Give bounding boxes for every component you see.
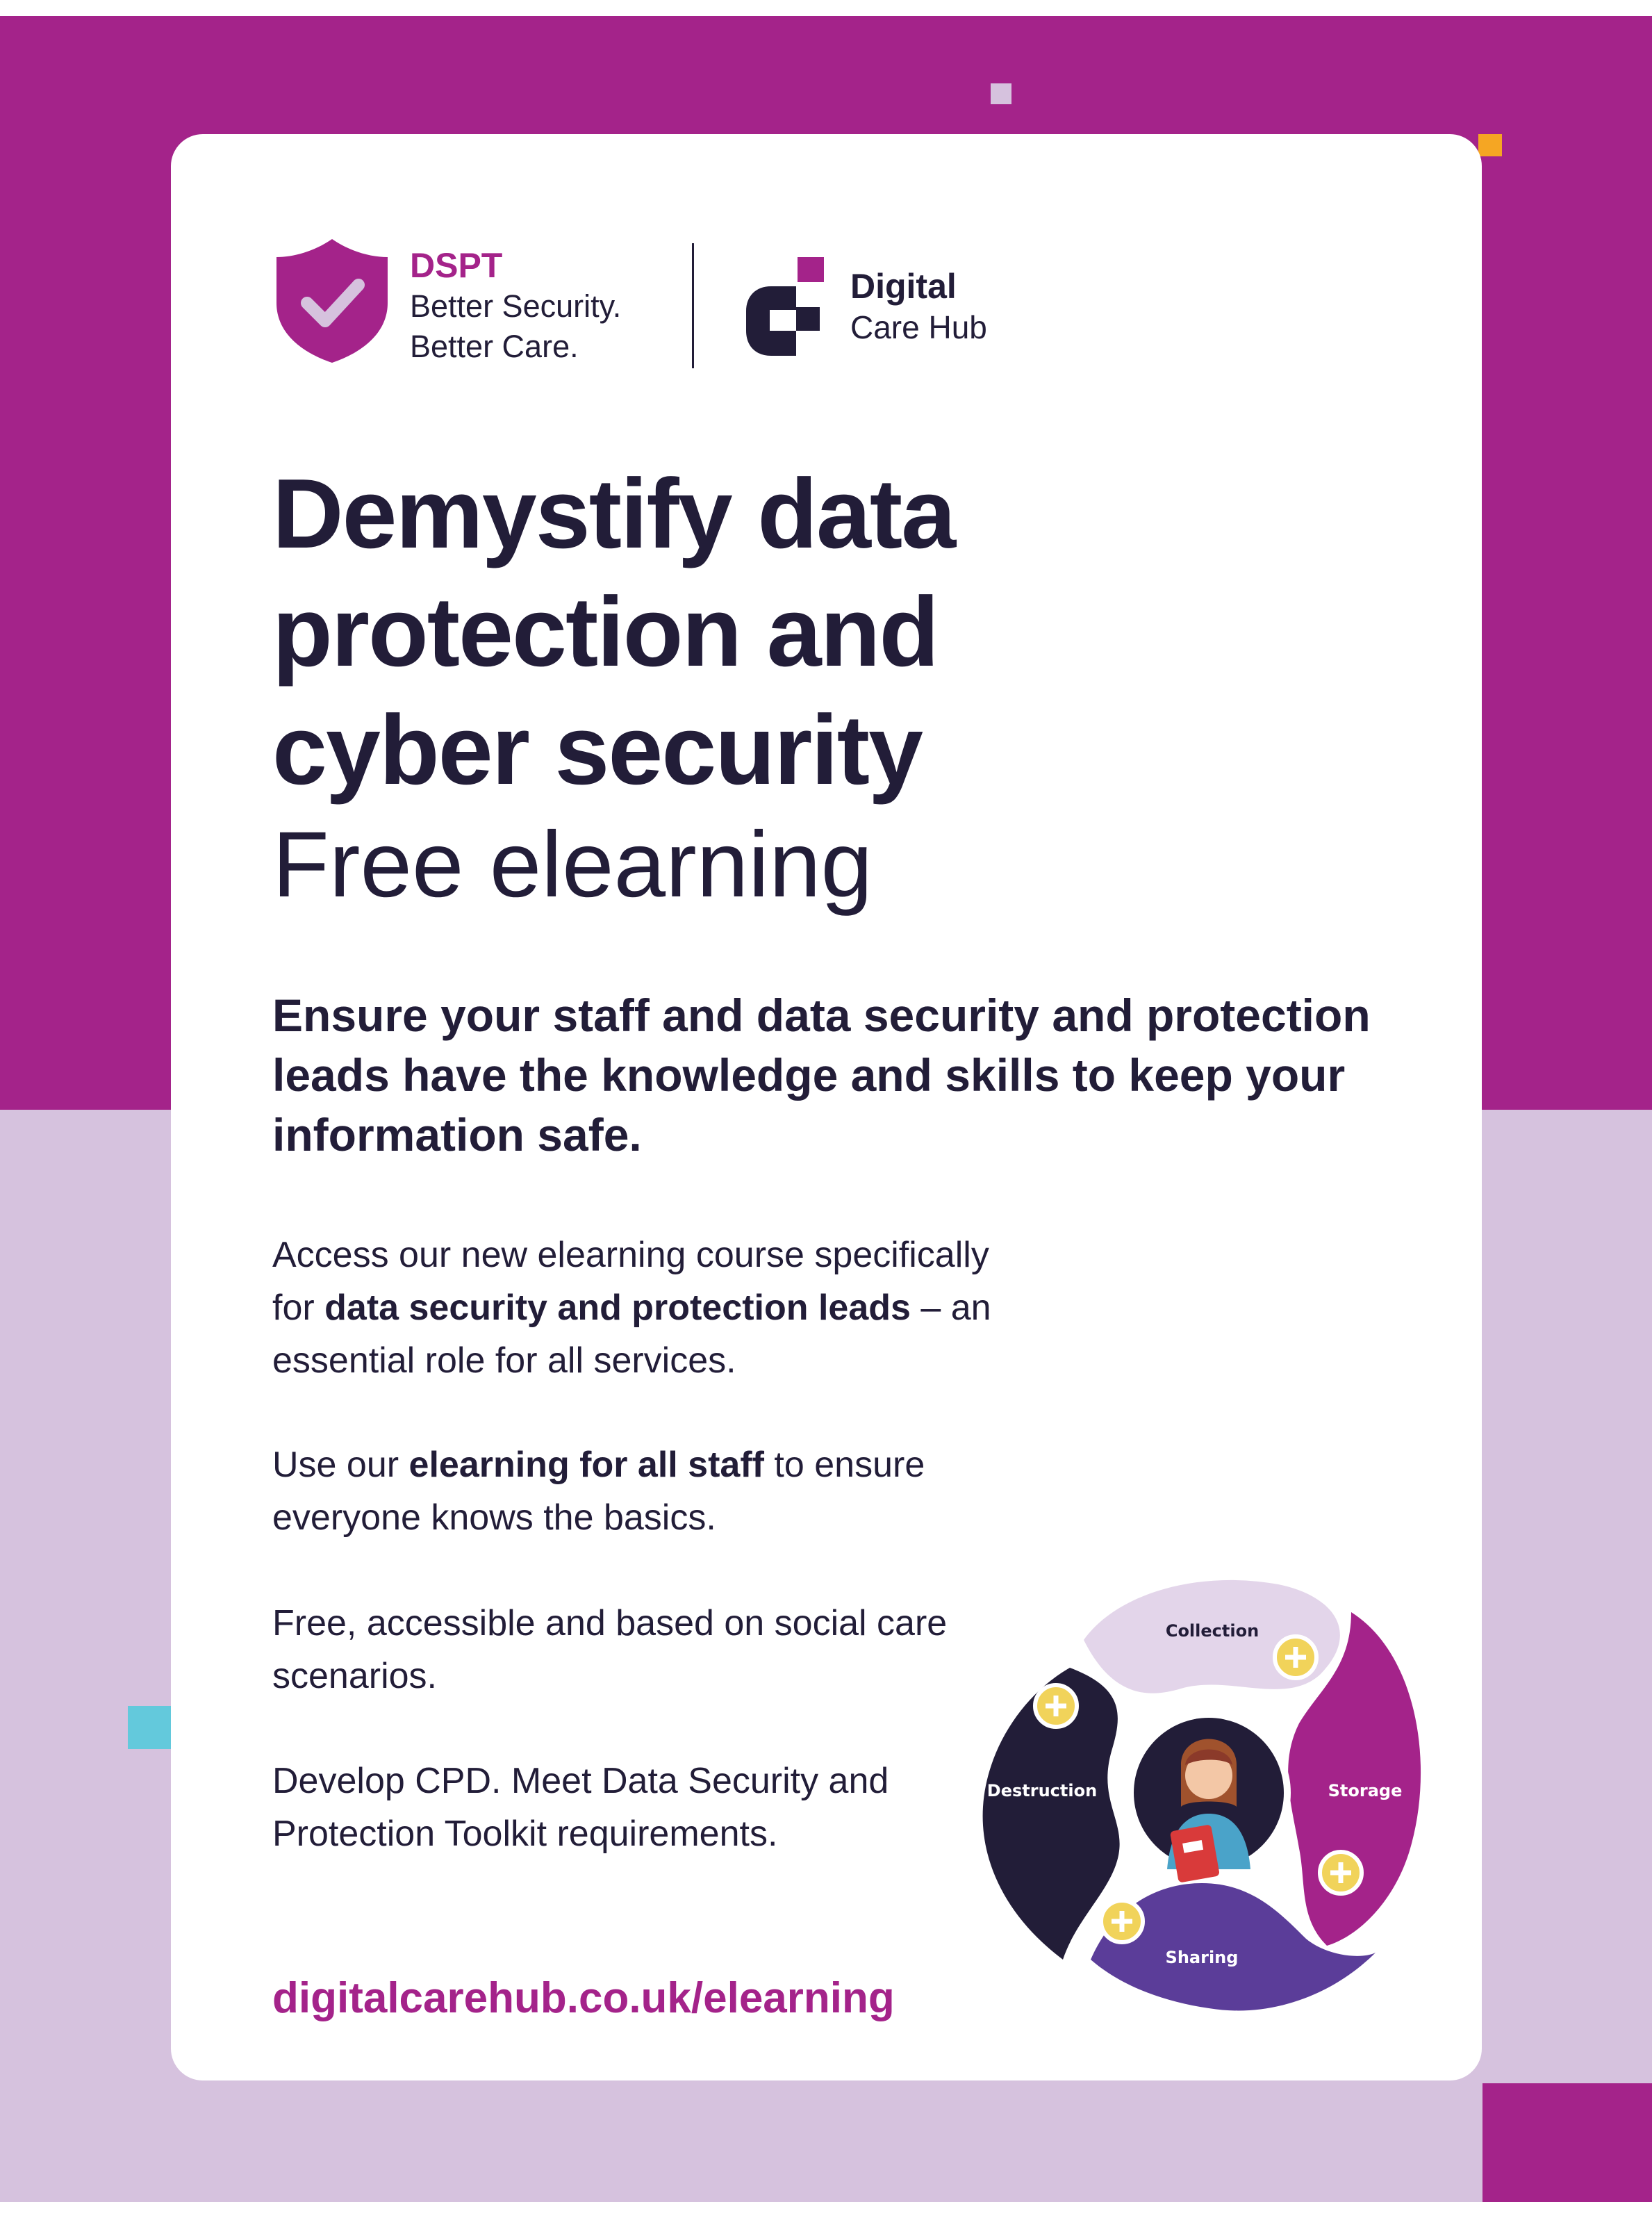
paragraph-text: Use our (272, 1445, 409, 1485)
decorative-square (128, 1706, 175, 1749)
dspt-wordmark (410, 245, 621, 367)
collection-segment (1084, 1580, 1340, 1693)
storage-label: Storage (1328, 1781, 1403, 1800)
paragraph-free-accessible: Free, accessible and based on social care scenarios. (272, 1603, 948, 1696)
paragraph-all-staff (272, 1438, 1009, 1544)
dspt-tagline-1: Better Security. (410, 288, 622, 324)
dspt-title: DSPT (410, 246, 503, 285)
website-link[interactable]: digitalcarehub.co.uk/elearning (272, 1974, 895, 2022)
subheading: Free elearning (272, 813, 873, 917)
dch-title: Digital (850, 267, 957, 306)
decorative-square (1478, 134, 1502, 156)
decorative-square (991, 83, 1011, 104)
paragraph-dspl-course (272, 1229, 1009, 1387)
dch-wordmark (850, 265, 987, 347)
paragraph-emphasis: elearning for all staff (408, 1445, 764, 1485)
paragraph-text: to ensure everyone knows the basics. (272, 1445, 925, 1538)
care-worker-illustration (1127, 1711, 1291, 1883)
paragraph-emphasis: data security and protection leads (324, 1288, 911, 1328)
plus-circle-icon (1035, 1685, 1077, 1727)
sharing-label: Sharing (1165, 1948, 1239, 1967)
paragraph-text: Access our new elearning course specifically for (272, 1235, 989, 1328)
paragraph-text: – an essential role for all services. (272, 1288, 991, 1381)
destruction-segment (983, 1668, 1120, 1960)
digital-care-hub-logo-icon (742, 253, 832, 364)
headline-line-2: protection and (272, 577, 939, 687)
plus-circle-icon (1101, 1901, 1143, 1942)
dch-subtitle: Care Hub (850, 309, 987, 345)
collection-label: Collection (1165, 1621, 1259, 1641)
shield-check-icon (272, 236, 392, 366)
data-lifecycle-diagram (973, 1557, 1445, 2029)
plus-circle-icon (1275, 1636, 1316, 1678)
logo-bar (272, 236, 1002, 375)
logo-divider (692, 243, 694, 368)
headline-line-3: cyber security (272, 695, 923, 805)
lead-paragraph: Ensure your staff and data security and protection leads have the knowledge and skills to keep your information safe. (272, 990, 1371, 1160)
destruction-label: Destruction (986, 1781, 1098, 1800)
decorative-block (1482, 2083, 1652, 2202)
page-title (272, 455, 1384, 921)
paragraph-cpd: Develop CPD. Meet Data Security and Protection Toolkit requirements. (272, 1761, 889, 1854)
plus-circle-icon (1320, 1852, 1362, 1894)
dspt-tagline-2: Better Care. (410, 329, 579, 364)
headline-line-1: Demystify data (272, 459, 955, 569)
